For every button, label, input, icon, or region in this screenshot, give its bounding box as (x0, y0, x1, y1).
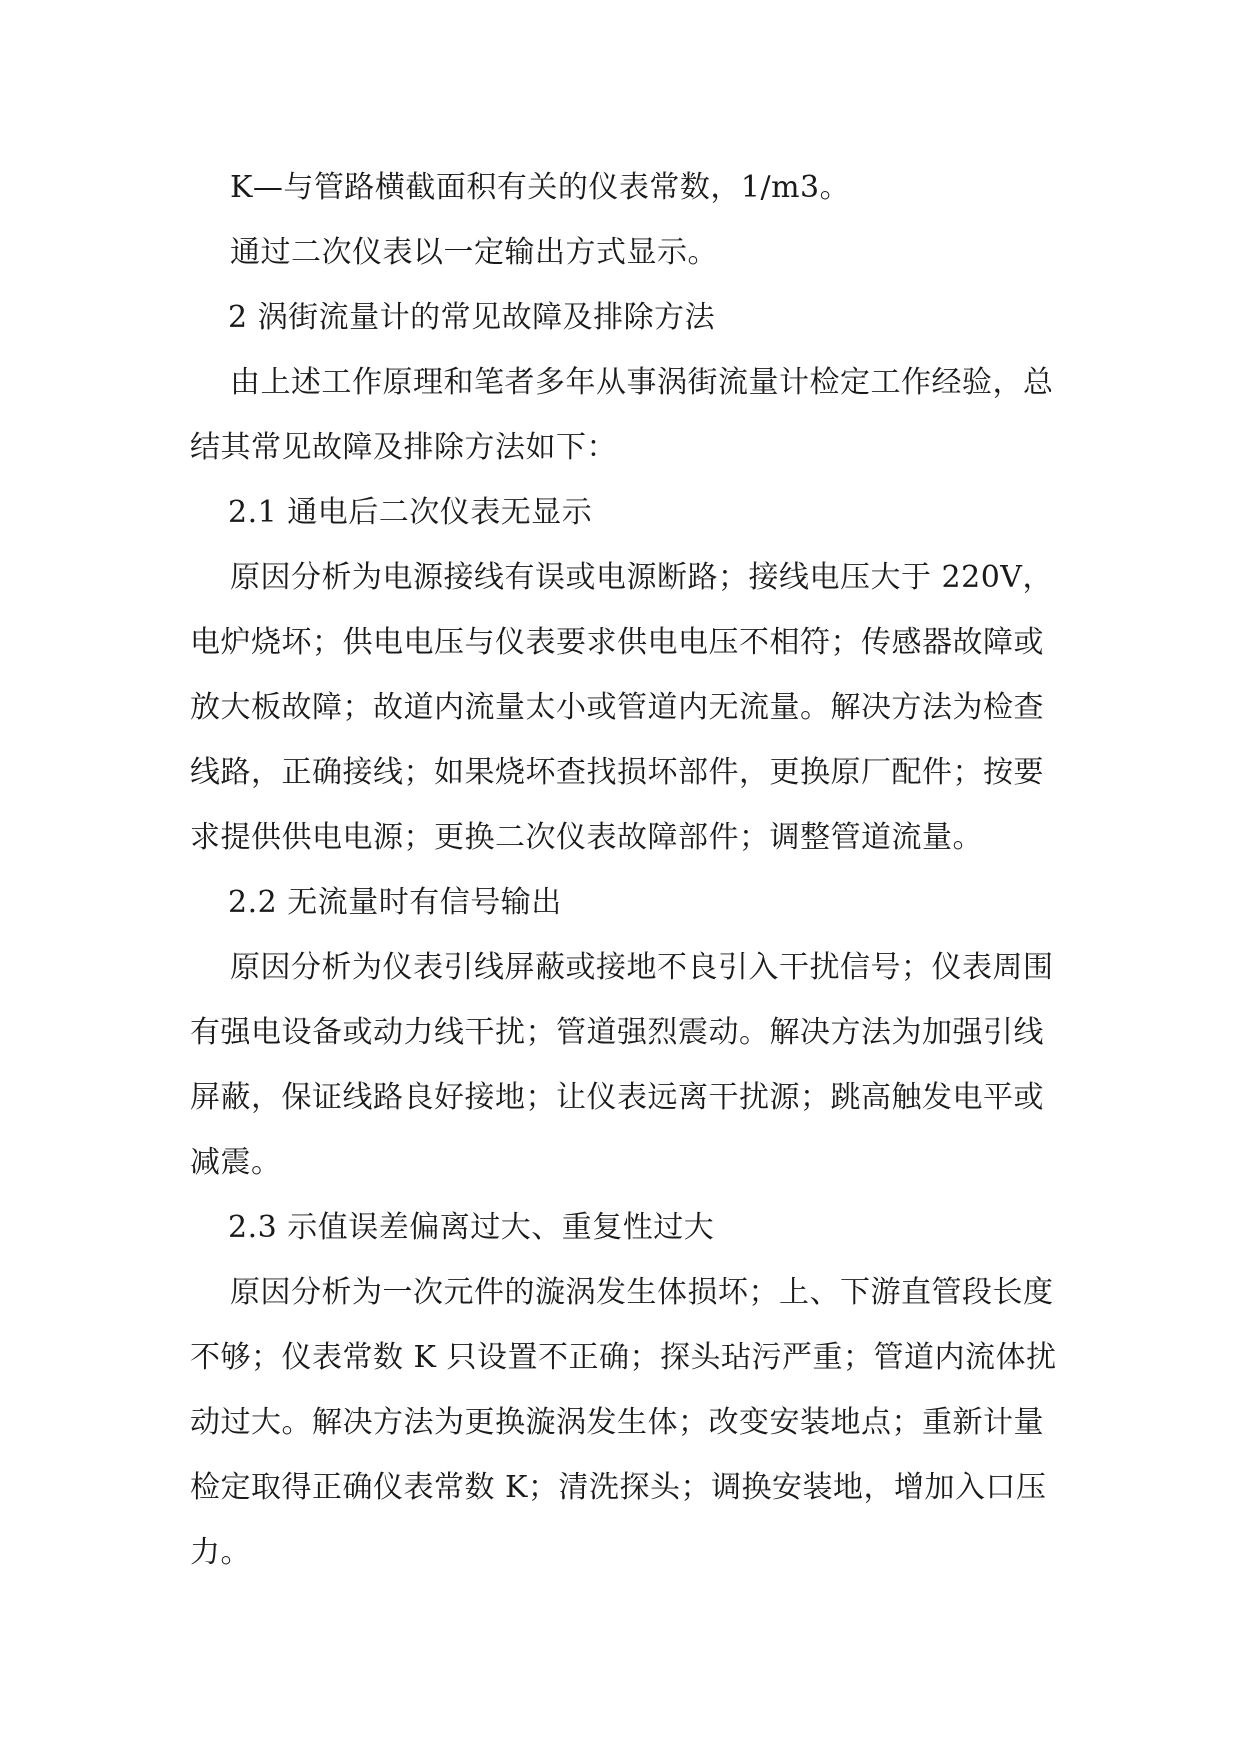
paragraph-2-2: 原因分析为仪表引线屏蔽或接地不良引入干扰信号；仪表周围有强电设备或动力线干扰；管道强烈震动。解决方法为加强引线屏蔽，保证线路良好接地；让仪表远离干扰源；跳高触发电平或减震。 (190, 950, 1054, 1180)
section-heading-2-2: 2.2 无流量时有信号输出 (228, 885, 562, 920)
document-body (190, 155, 1070, 1585)
paragraph-2-1: 原因分析为电源接线有误或电源断路；接线电压大于 220V，电炉烧坏；供电电压与仪表要求供电电压不相符；传感器故障或放大板故障；故道内流量太小或管道内无流量。解决方法为检查线路，正确接线；如果烧坏查找损坏部件，更换原厂配件；按要求提供供电电源；更换二次仪表故障部件；调整管道流量。 (190, 560, 1053, 855)
paragraph-display: 通过二次仪表以一定输出方式显示。 (230, 235, 718, 270)
paragraph-2-3: 原因分析为一次元件的漩涡发生体损坏；上、下游直管段长度不够；仪表常数 K 只设置不正确；探头玷污严重；管道内流体扰动过大。解决方法为更换漩涡发生体；改变安装地点；重新计量检定取得正确仪表常数 K；清洗探头；调换安装地，增加入口压力。 (190, 1275, 1057, 1570)
paragraph-k-definition: K—与管路横截面积有关的仪表常数，1/m3。 (230, 170, 851, 205)
section-heading-2-1: 2.1 通电后二次仪表无显示 (228, 495, 593, 530)
paragraph-intro: 由上述工作原理和笔者多年从事涡街流量计检定工作经验，总结其常见故障及排除方法如下： (190, 365, 1054, 465)
section-heading-2-3: 2.3 示值误差偏离过大、重复性过大 (228, 1210, 715, 1245)
section-heading-2: 2 涡街流量计的常见故障及排除方法 (228, 300, 716, 335)
